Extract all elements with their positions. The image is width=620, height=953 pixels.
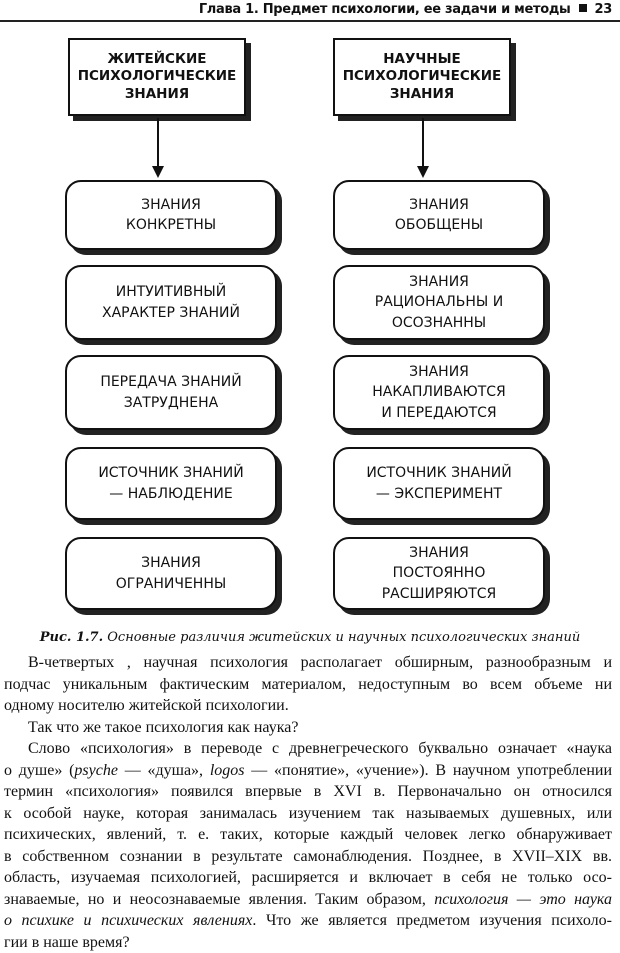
right-knowledge-box: ИСТОЧНИК ЗНАНИЙ — ЭКСПЕРИМЕНТ xyxy=(333,447,545,520)
down-arrow-icon xyxy=(422,118,424,176)
left-knowledge-box: ИСТОЧНИК ЗНАНИЙ — НАБЛЮДЕНИЕ xyxy=(65,447,277,520)
text-line xyxy=(4,824,612,846)
text-line xyxy=(4,867,612,889)
square-bullet-icon xyxy=(579,4,587,12)
figure-label: Рис. 1.7. xyxy=(40,630,103,645)
text-line xyxy=(4,846,612,868)
figure-caption-text: Основные различия житейских и научных психологических знаний xyxy=(107,630,580,645)
text-line xyxy=(4,932,612,953)
text-line xyxy=(4,803,612,825)
text-segment: о душе» ( xyxy=(4,762,74,779)
text-segment: одному носителю житейской психологии. xyxy=(4,697,289,714)
text-segment: термин «психология» появился впервые в XVI в. Первоначально он относился xyxy=(4,783,612,800)
left-knowledge-box: ЗНАНИЯ КОНКРЕТНЫ xyxy=(65,180,277,250)
right-knowledge-box: ЗНАНИЯ ПОСТОЯННО РАСШИРЯЮТСЯ xyxy=(333,537,545,610)
text-segment: знаваемые, но и неосознаваемые явления. Таким образом, xyxy=(4,891,434,908)
text-segment: Так что же такое психология как наука? xyxy=(28,719,298,736)
text-segment: Слово «психология» в переводе с древнегреческого буквально означает «наука xyxy=(28,740,612,757)
text-segment: подчас уникальным фактическим материалом, недоступным во всем объеме ни xyxy=(4,676,612,693)
left-knowledge-box: ЗНАНИЯ ОГРАНИЧЕННЫ xyxy=(65,537,277,610)
text-segment: В-четвертых , научная психология располагает обширным, разнообразным и xyxy=(28,654,612,671)
text-segment: психических, явлений, т. е. таких, которые каждый человек легко обнаруживает xyxy=(4,826,612,843)
body-text xyxy=(4,652,612,953)
text-line xyxy=(4,717,612,739)
right-knowledge-box: ЗНАНИЯ РАЦИОНАЛЬНЫ И ОСОЗНАННЫ xyxy=(333,265,545,340)
italic-text: logos xyxy=(210,762,245,779)
text-line xyxy=(4,781,612,803)
left-knowledge-box: ИНТУИТИВНЫЙ ХАРАКТЕР ЗНАНИЙ xyxy=(65,265,277,340)
text-segment: — «понятие», «учение»). В научном употреблении xyxy=(244,762,612,779)
italic-text: психология — это наука xyxy=(434,891,612,908)
text-segment: — «душа», xyxy=(118,762,210,779)
header-rule xyxy=(0,20,620,22)
right-knowledge-box: ЗНАНИЯ ОБОБЩЕНЫ xyxy=(333,180,545,250)
italic-text: о психике и психических явлениях xyxy=(4,912,252,929)
italic-text: psyche xyxy=(74,762,118,779)
text-segment: к особой науке, которая занималась изучением так называемых душевных, или xyxy=(4,805,612,822)
right-column-title: НАУЧНЫЕ ПСИХОЛОГИЧЕСКИЕ ЗНАНИЯ xyxy=(333,38,511,116)
right-knowledge-box: ЗНАНИЯ НАКАПЛИВАЮТСЯ И ПЕРЕДАЮТСЯ xyxy=(333,355,545,430)
text-segment: область, изучаемая психологией, расширяется и включает в себя не только осо- xyxy=(4,869,612,886)
text-line xyxy=(4,674,612,696)
figure-caption xyxy=(0,630,620,645)
text-segment: гии в наше время? xyxy=(4,934,130,951)
left-column-title: ЖИТЕЙСКИЕ ПСИХОЛОГИЧЕСКИЕ ЗНАНИЯ xyxy=(68,38,246,116)
text-line xyxy=(4,695,612,717)
text-line xyxy=(4,760,612,782)
text-line xyxy=(4,889,612,911)
text-line xyxy=(4,652,612,674)
chapter-title: Глава 1. Предмет психологии, ее задачи и методы xyxy=(199,2,571,17)
text-segment: . Что же является предметом изучения психоло- xyxy=(252,912,612,929)
text-segment: в собственном сознании в результате самонаблюдения. Позднее, в XVII–XIX вв. xyxy=(4,848,612,865)
page-number: 23 xyxy=(595,2,613,17)
down-arrow-icon xyxy=(157,118,159,176)
left-knowledge-box: ПЕРЕДАЧА ЗНАНИЙ ЗАТРУДНЕНА xyxy=(65,355,277,430)
text-line xyxy=(4,910,612,932)
running-header xyxy=(199,2,612,17)
text-line xyxy=(4,738,612,760)
